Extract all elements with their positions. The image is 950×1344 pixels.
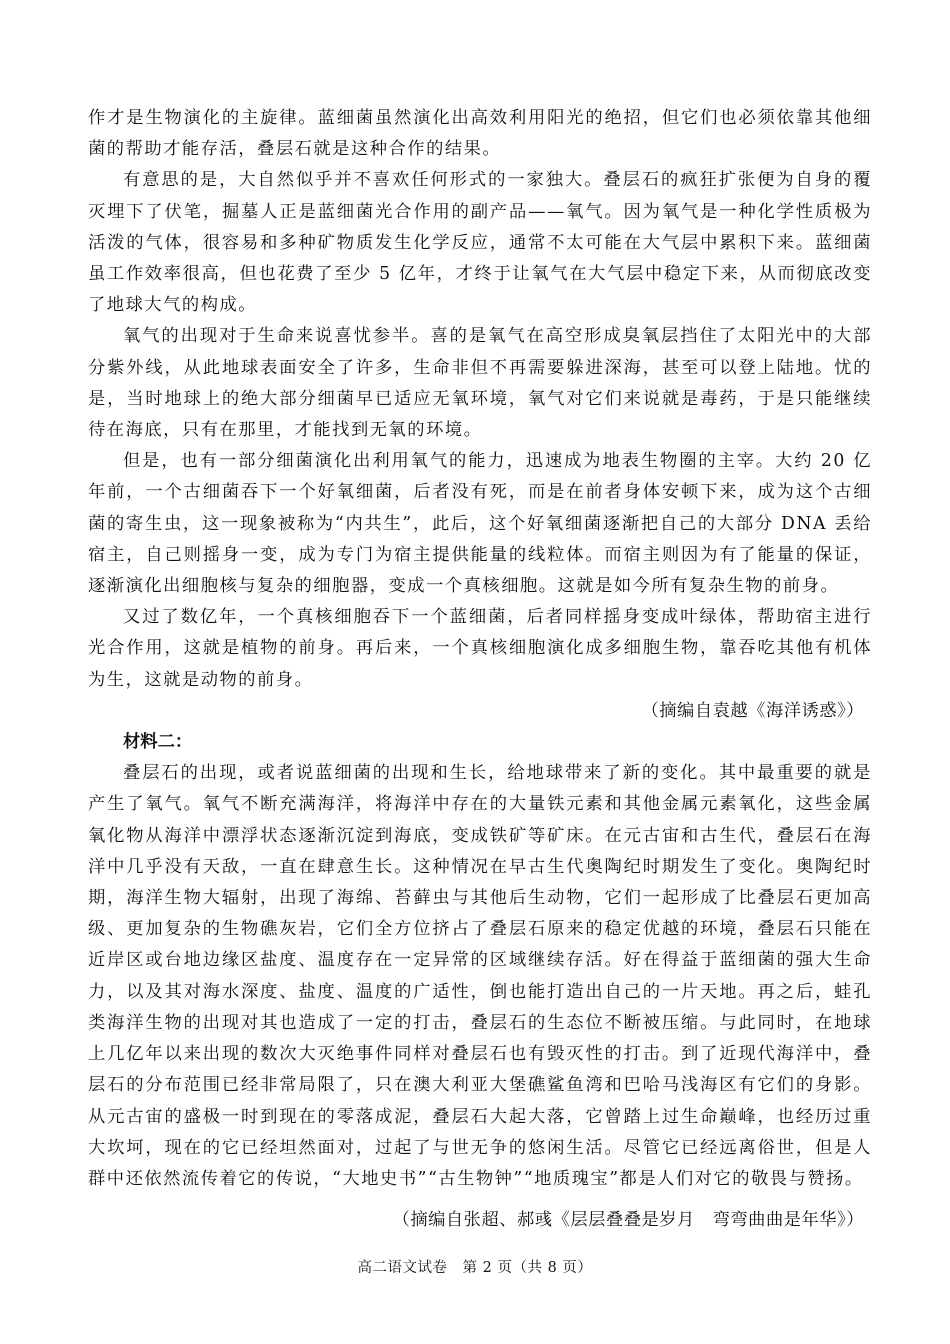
paragraph-plants-animals: 又过了数亿年，一个真核细胞吞下一个蓝细菌，后者同样摇身变成叶绿体，帮助宿主进行光合作用，这就是植物的前身。再后来，一个真核细胞演化成多细胞生物，靠吞吃其他有机体为生，这就是动物的前身。: [88, 607, 872, 690]
source-citation-1: （摘编自袁越《海洋诱惑》）: [641, 700, 864, 721]
material-two-heading: 材料二：: [123, 732, 193, 753]
paragraph-oxygen-effects: 氧气的出现对于生命来说喜忧参半。喜的是氧气在高空形成臭氧层挡住了太阳光中的大部分紫外线，从此地球表面安全了许多，生命非但不再需要躲进深海，甚至可以登上陆地。忧的是，当时地球上的绝大部分细菌早已适应无氧环境，氧气对它们来说就是毒药，于是只能继续待在海底，只有在那里，才能找到无氧的环境。: [88, 326, 872, 441]
page-footer: 高二语文试卷 第 2 页（共 8 页）: [357, 1260, 593, 1276]
paragraph-oxygen-rise: 有意思的是，大自然似乎并不喜欢任何形式的一家独大。叠层石的疯狂扩张便为自身的覆灭埋下了伏笔，掘墓人正是蓝细菌光合作用的副产品——氧气。因为氧气是一种化学性质极为活泼的气体，很容易和多种矿物质发生化学反应，通常不太可能在大气层中累积下来。蓝细菌虽工作效率很高，但也花费了至少 5 亿年，才终于让氧气在大气层中稳定下来，从而彻底改变了地球大气的构成。: [88, 170, 872, 316]
paragraph-endosymbiosis: 但是，也有一部分细菌演化出利用氧气的能力，迅速成为地表生物圈的主宰。大约 20 亿年前，一个古细菌吞下一个好氧细菌，后者没有死，而是在前者身体安顿下来，成为这个古细菌的寄生虫，这一现象被称为“内共生”，此后，这个好氧细菌逐渐把自己的大部分 DNA 丢给宿主，自己则摇身一变，成为专门为宿主提供能量的线粒体。而宿主则因为有了能量的保证，逐渐演化出细胞核与复杂的细胞器，变成一个真核细胞。这就是如今所有复杂生物的前身。: [88, 451, 872, 597]
paragraph-continued: 作才是生物演化的主旋律。蓝细菌虽然演化出高效利用阳光的绝招，但它们也必须依靠其他细菌的帮助才能存活，叠层石就是这种合作的结果。: [88, 108, 872, 160]
paragraph-material-two: 叠层石的出现，或者说蓝细菌的出现和生长，给地球带来了新的变化。其中最重要的就是产生了氧气。氧气不断充满海洋，将海洋中存在的大量铁元素和其他金属元素氧化，这些金属氧化物从海洋中漂浮状态逐渐沉淀到海底，变成铁矿等矿床。在元古宙和古生代，叠层石在海洋中几乎没有天敌，一直在肆意生长。这种情况在早古生代奥陶纪时期发生了变化。奥陶纪时期，海洋生物大辐射，出现了海绵、苔藓虫与其他后生动物，它们一起形成了比叠层石更加高级、更加复杂的生物礁灰岩，它们全方位挤占了叠层石原来的稳定优越的环境，叠层石只能在近岸区或台地边缘区盐度、温度存在一定异常的区域继续存活。好在得益于蓝细菌的强大生命力，以及其对海水深度、盐度、温度的广适性，倒也能打造出自己的一片天地。再之后，蛙孔类海洋生物的出现对其也造成了一定的打击，叠层石的生态位不断被压缩。与此同时，在地球上几亿年以来出现的数次大灭绝事件同样对叠层石也有毁灭性的打击。到了近现代海洋中，叠层石的分布范围已经非常局限了，只在澳大利亚大堡礁鲨鱼湾和巴哈马浅海区有它们的身影。从元古宙的盛极一时到现在的零落成泥，叠层石大起大落，它曾踏上过生命巅峰，也经历过重大坎坷，现在的它已经坦然面对，过起了与世无争的悠闲生活。尽管它已经远离俗世，但是人群中还依然流传着它的传说，“大地史书”“古生物钟”“地质瑰宝”都是人们对它的敬畏与赞扬。: [88, 763, 872, 1189]
article-body: [88, 103, 872, 1236]
source-citation-2: （摘编自张超、郝彧《层层叠叠是岁月 弯弯曲曲是年华》）: [392, 1210, 864, 1231]
